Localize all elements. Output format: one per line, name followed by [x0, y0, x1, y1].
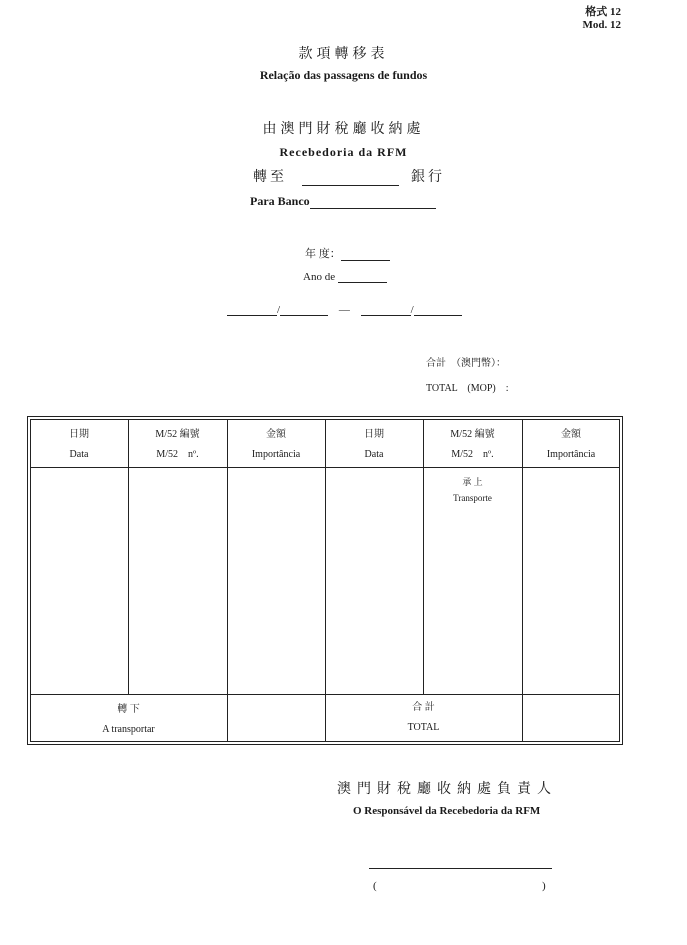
- signature-title-cn: 澳門財稅廳收納處負責人: [337, 782, 557, 797]
- header-cn: 日期: [364, 429, 384, 440]
- year-field-pt[interactable]: [338, 270, 387, 283]
- header-cn: 金額: [266, 429, 286, 440]
- body-cell-amount-2[interactable]: [523, 468, 619, 693]
- date-range-dash: —: [338, 304, 350, 316]
- footer-carry-pt: A transportar: [102, 724, 155, 735]
- footer-total-amount-cell[interactable]: [523, 695, 619, 741]
- bank-name-field-pt[interactable]: [310, 196, 436, 209]
- total-top-cn: 合計 （澳門幣）：: [426, 358, 506, 369]
- bank-name-field-cn[interactable]: [302, 173, 399, 186]
- header-date-2: [325, 428, 423, 462]
- body-cell-date-2[interactable]: [326, 468, 422, 693]
- to-bank-pt: [250, 194, 436, 209]
- date-range: [227, 303, 462, 316]
- year-pt-label: Ano de: [303, 271, 336, 283]
- footer-total-cn: 合 計: [412, 702, 435, 713]
- form-code: [583, 6, 622, 32]
- header-cn: 日期: [69, 429, 89, 440]
- title-pt: Relação das passagens de fundos: [259, 68, 428, 82]
- from-pt: Recebedoria da RFM: [279, 145, 408, 159]
- header-pt: Importância: [251, 449, 301, 460]
- header-m52-1: [128, 428, 227, 462]
- signature-title-pt: O Responsável da Recebedoria da RFM: [353, 805, 541, 817]
- header-cn: 金額: [561, 429, 581, 440]
- signature-close-paren: ): [542, 880, 546, 892]
- title-cn: 款項轉移表: [298, 47, 389, 62]
- transport-in: [423, 476, 522, 504]
- to-bank-cn-prefix: 轉至: [253, 170, 287, 185]
- date-from-month-field[interactable]: [280, 303, 328, 316]
- signature-line[interactable]: [369, 868, 552, 869]
- header-pt: Data: [69, 449, 89, 460]
- header-cn: M/52 編號: [450, 429, 495, 440]
- form-code-pt: Mod. 12: [582, 19, 621, 31]
- signature-open-paren: (: [373, 880, 377, 892]
- from-cn: 由澳門財稅廳收納處: [262, 122, 425, 137]
- transport-in-cn: 承 上: [462, 477, 483, 487]
- date-to-day-field[interactable]: [361, 303, 411, 316]
- header-amount-2: [522, 428, 620, 462]
- year-cn: [305, 245, 390, 261]
- header-pt: Importância: [546, 449, 596, 460]
- footer-carry-forward: [30, 703, 227, 737]
- form-code-cn: 格式 12: [585, 6, 621, 18]
- body-cell-date-1[interactable]: [31, 468, 127, 693]
- year-cn-label: 年 度：: [305, 248, 341, 260]
- footer-total: [325, 701, 522, 735]
- total-top-pt: TOTAL (MOP) :: [426, 383, 509, 394]
- footer-carry-amount-cell[interactable]: [228, 695, 324, 741]
- year-field-cn[interactable]: [341, 248, 390, 261]
- date-range-sep2: /: [410, 304, 414, 316]
- body-cell-amount-1[interactable]: [228, 468, 324, 693]
- header-date-1: [30, 428, 128, 462]
- date-range-sep1: /: [277, 304, 281, 316]
- footer-carry-cn: 轉 下: [117, 704, 140, 715]
- header-m52-2: [423, 428, 522, 462]
- footer-total-pt: TOTAL: [407, 722, 440, 733]
- header-pt: Data: [364, 449, 384, 460]
- to-bank-pt-label: Para Banco: [250, 194, 310, 208]
- body-cell-m52-2[interactable]: [424, 516, 521, 693]
- header-pt: M/52 nº.: [451, 449, 494, 460]
- signatory-name-field[interactable]: [385, 878, 535, 896]
- date-to-month-field[interactable]: [414, 303, 462, 316]
- to-bank-cn: [253, 166, 445, 186]
- body-cell-m52-1[interactable]: [129, 468, 226, 693]
- date-from-day-field[interactable]: [227, 303, 277, 316]
- year-pt: [303, 270, 387, 283]
- header-amount-1: [227, 428, 325, 462]
- transport-in-pt: Transporte: [453, 493, 492, 503]
- header-pt: M/52 nº.: [156, 449, 199, 460]
- header-cn: M/52 編號: [155, 429, 200, 440]
- to-bank-cn-suffix: 銀行: [411, 170, 445, 185]
